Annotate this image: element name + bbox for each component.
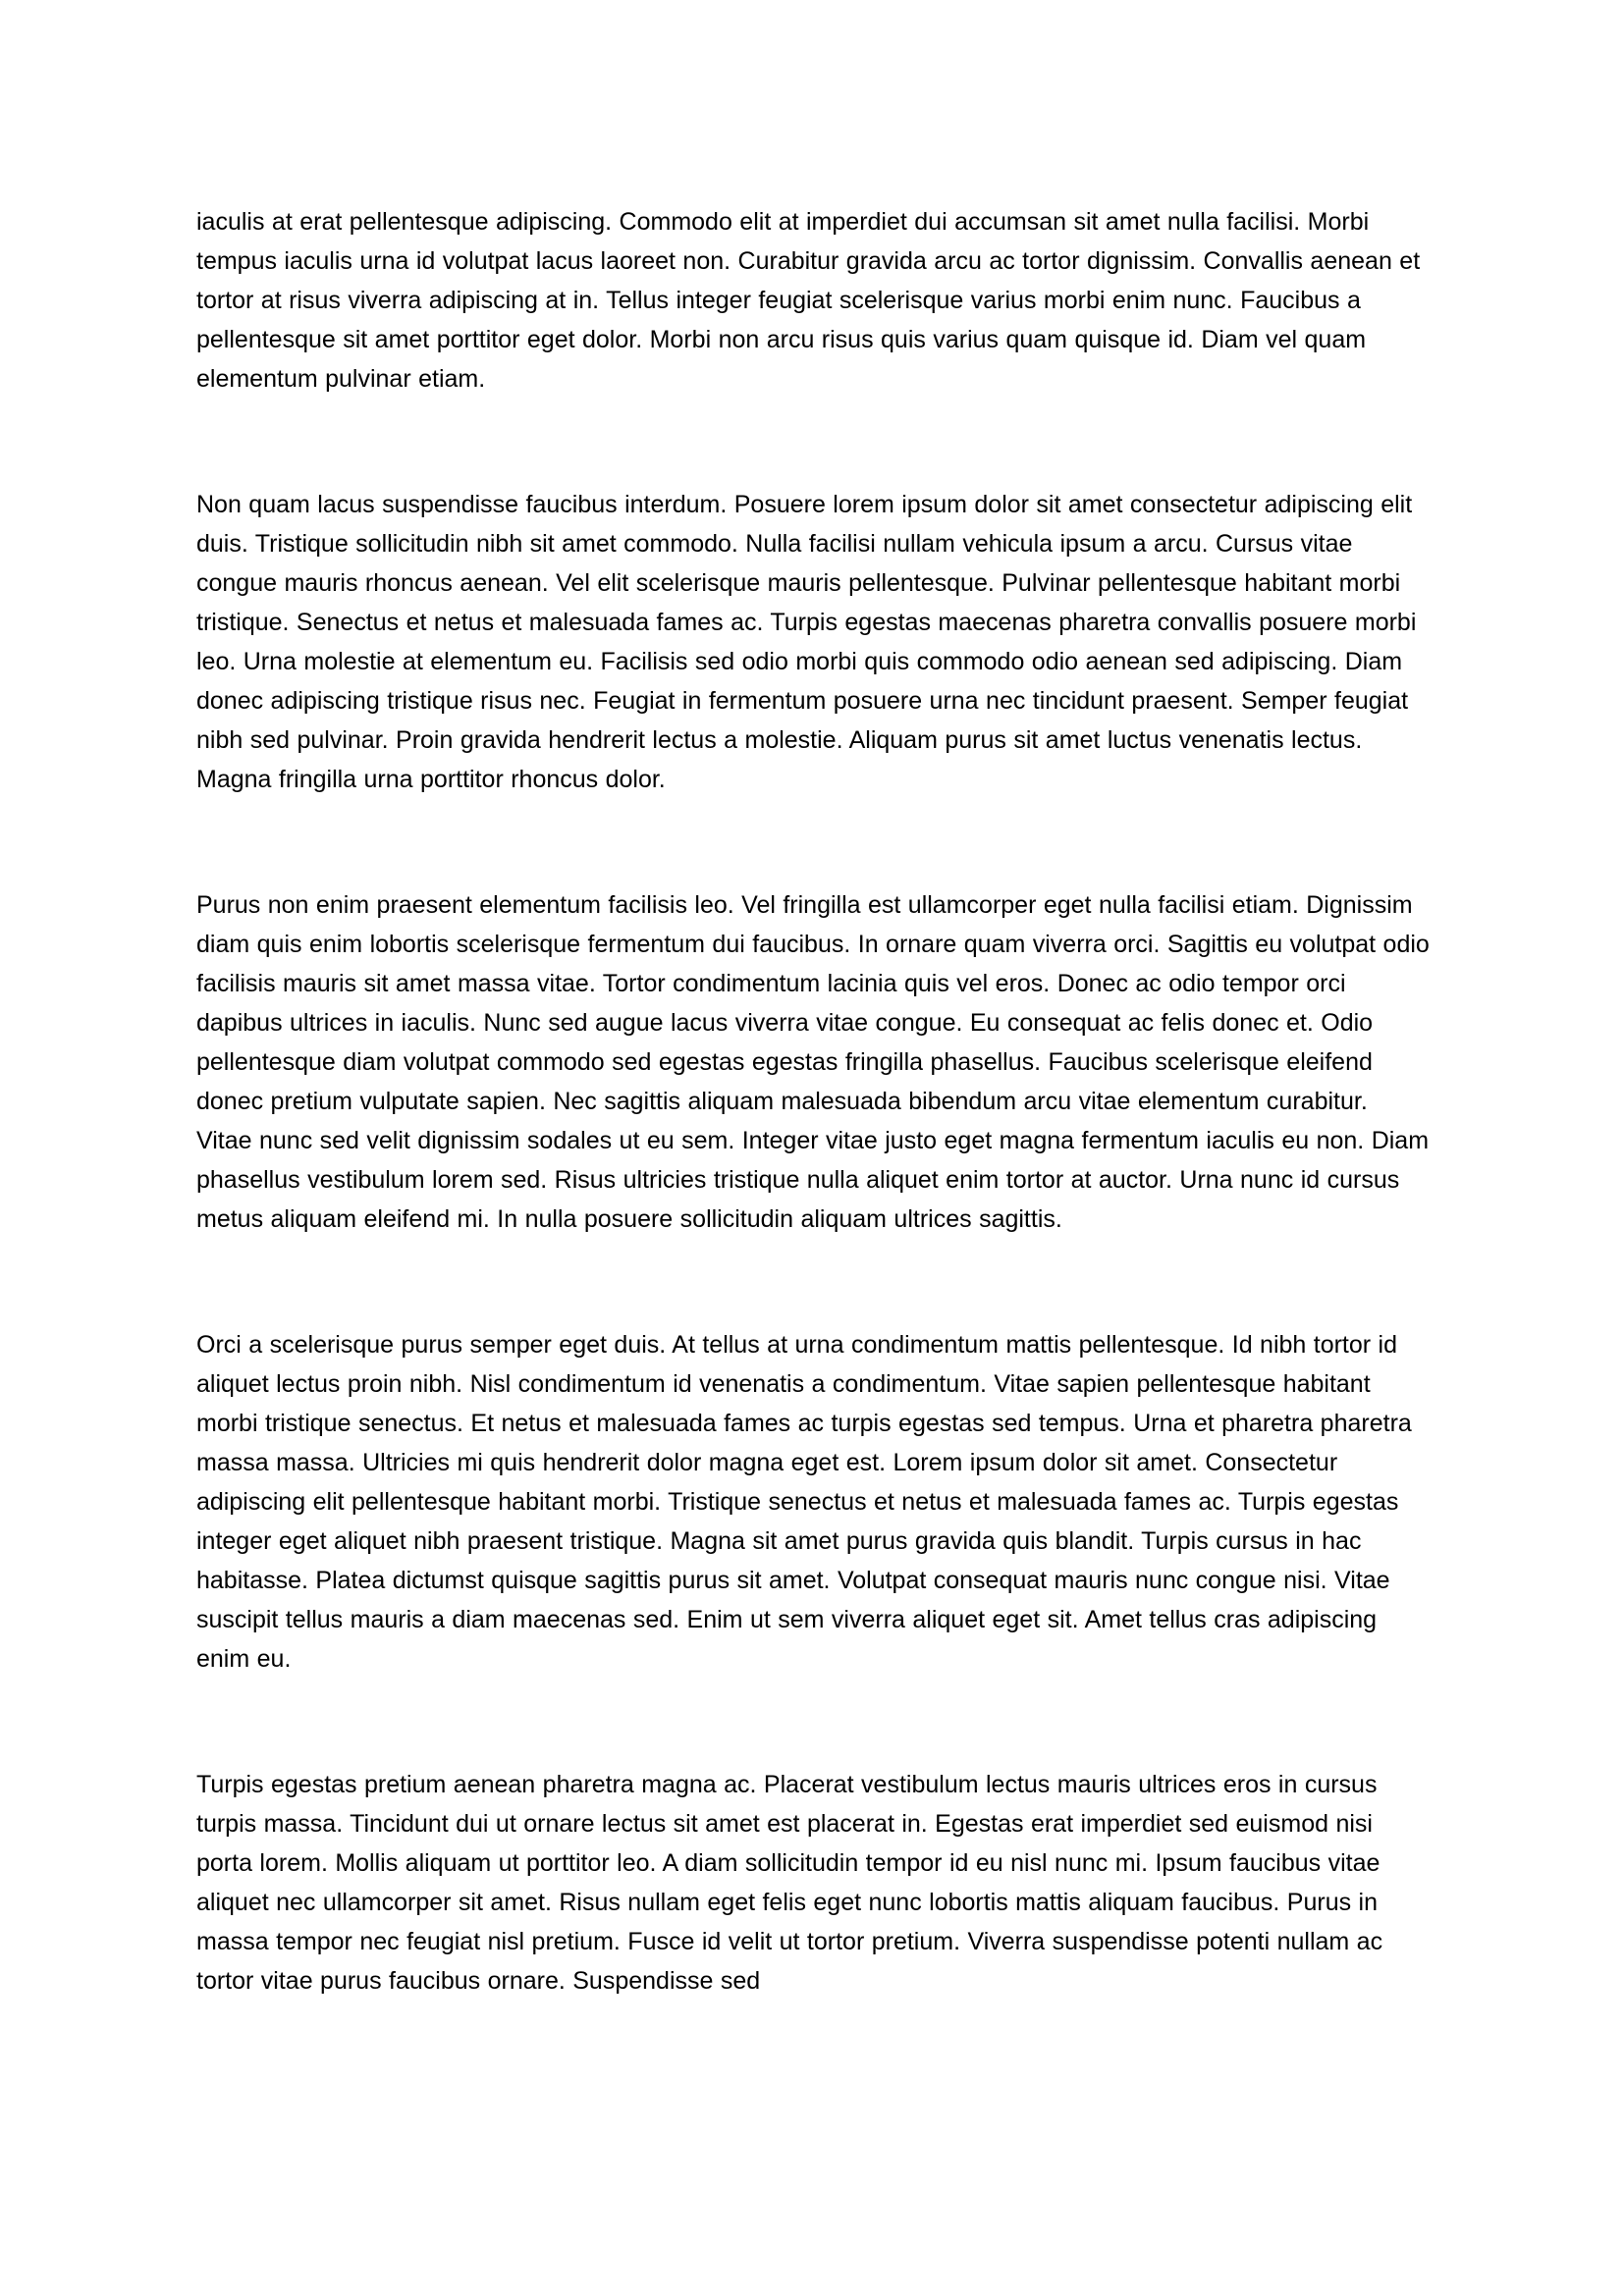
paragraph: iaculis at erat pellentesque adipiscing. Commodo elit at imperdiet dui accumsan sit amet nulla facilisi. Morbi tempus iaculis urna id volutpat lacus laoreet non. Curabitur gravida arcu ac tortor dignissim. Convallis aenean et tortor at risus viverra adipiscing at in. Tellus integer feugiat scelerisque varius morbi enim nunc. Faucibus a pellentesque sit amet porttitor eget dolor. Morbi non arcu risus quis varius quam quisque id. Diam vel quam elementum pulvinar etiam. xyxy=(196,208,1421,393)
paragraph: Turpis egestas pretium aenean pharetra magna ac. Placerat vestibulum lectus mauris ultrices eros in cursus turpis massa. Tincidunt dui ut ornare lectus sit amet est placerat in. Egestas erat imperdiet sed euismod nisi porta lorem. Mollis aliquam ut porttitor leo. A diam sollicitudin tempor id eu nisl nunc mi. Ipsum faucibus vitae aliquet nec ullamcorper sit amet. Risus nullam eget felis eget nunc lobortis mattis aliquam faucibus. Purus in massa tempor nec feugiat nisl pretium. Fusce id velit ut tortor pretium. Viverra suspendisse potenti nullam ac tortor vitae purus faucibus ornare. Suspendisse sed xyxy=(196,1771,1383,1995)
paragraph: Orci a scelerisque purus semper eget duis. At tellus at urna condimentum mattis pellentesque. Id nibh tortor id aliquet lectus proin nibh. Nisl condimentum id venenatis a condimentum. Vitae sapien pellentesque habitant morbi tristique senectus. Et netus et malesuada fames ac turpis egestas sed tempus. Urna et pharetra pharetra massa massa. Ultricies mi quis hendrerit dolor magna eget est. Lorem ipsum dolor sit amet. Consectetur adipiscing elit pellentesque habitant morbi. Tristique senectus et netus et malesuada fames ac. Turpis egestas integer eget aliquet nibh praesent tristique. Magna sit amet purus gravida quis blandit. Turpis cursus in hac habitasse. Platea dictumst quisque sagittis purus sit amet. Volutpat consequat mauris nunc congue nisi. Vitae suscipit tellus mauris a diam maecenas sed. Enim ut sem viverra aliquet eget sit. Amet tellus cras adipiscing enim eu. xyxy=(196,1331,1412,1673)
paragraph: Purus non enim praesent elementum facilisis leo. Vel fringilla est ullamcorper eget nulla facilisi etiam. Dignissim diam quis enim lobortis scelerisque fermentum dui faucibus. In ornare quam viverra orci. Sagittis eu volutpat odio facilisis mauris sit amet massa vitae. Tortor condimentum lacinia quis vel eros. Donec ac odio tempor orci dapibus ultrices in iaculis. Nunc sed augue lacus viverra vitae congue. Eu consequat ac felis donec et. Odio pellentesque diam volutpat commodo sed egestas egestas fringilla phasellus. Faucibus scelerisque eleifend donec pretium vulputate sapien. Nec sagittis aliquam malesuada bibendum arcu vitae elementum curabitur. Vitae nunc sed velit dignissim sodales ut eu sem. Integer vitae justo eget magna fermentum iaculis eu non. Diam phasellus vestibulum lorem sed. Risus ultricies tristique nulla aliquet enim tortor at auctor. Urna nunc id cursus metus aliquam eleifend mi. In nulla posuere sollicitudin aliquam ultrices sagittis. xyxy=(196,891,1430,1233)
paragraph: Non quam lacus suspendisse faucibus interdum. Posuere lorem ipsum dolor sit amet consectetur adipiscing elit duis. Tristique sollicitudin nibh sit amet commodo. Nulla facilisi nullam vehicula ipsum a arcu. Cursus vitae congue mauris rhoncus aenean. Vel elit scelerisque mauris pellentesque. Pulvinar pellentesque habitant morbi tristique. Senectus et netus et malesuada fames ac. Turpis egestas maecenas pharetra convallis posuere morbi leo. Urna molestie at elementum eu. Facilisis sed odio morbi quis commodo odio aenean sed adipiscing. Diam donec adipiscing tristique risus nec. Feugiat in fermentum posuere urna nec tincidunt praesent. Semper feugiat nibh sed pulvinar. Proin gravida hendrerit lectus a molestie. Aliquam purus sit amet luctus venenatis lectus. Magna fringilla urna porttitor rhoncus dolor. xyxy=(196,491,1417,793)
